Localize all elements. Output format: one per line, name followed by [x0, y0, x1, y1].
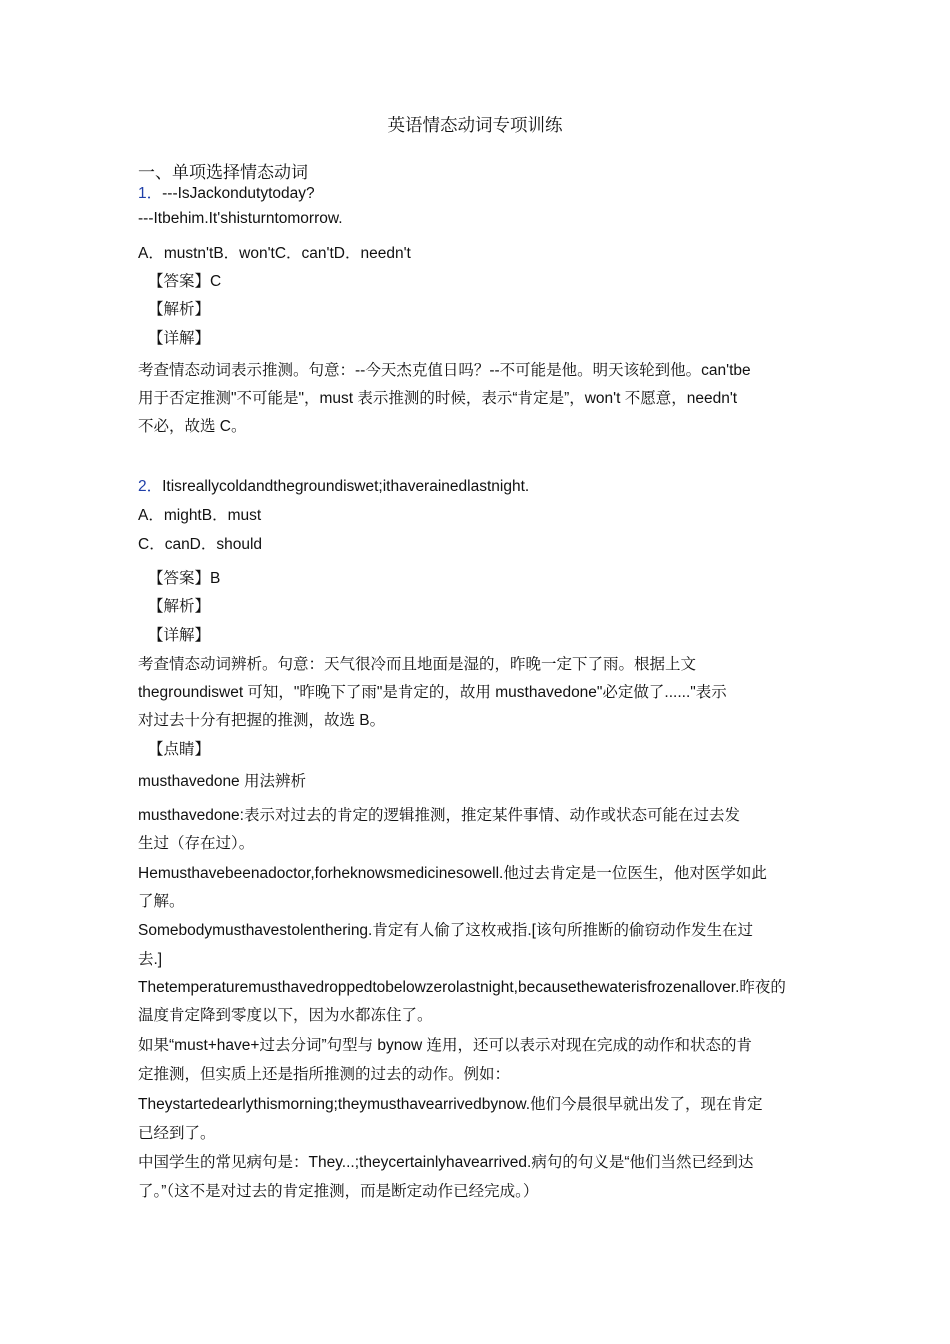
note-line: 如果“must+have+过去分词”句型与 bynow 连用，还可以表示对现在完成的动作和状态的肯: [138, 1037, 753, 1054]
explanation-line: 用于否定推测"不可能是"，must 表示推测的时候，表示“肯定是”，won't 不愿意，needn't: [138, 390, 738, 407]
question-1-options: A．mustn'tB．won'tC．can'tD．needn't: [138, 245, 411, 262]
detail-label: 【详解】: [148, 330, 211, 347]
analysis-label: 【解析】: [148, 301, 211, 318]
question-number: 1．: [138, 185, 163, 202]
answer-label: 【答案】C: [148, 273, 222, 290]
question-number: 2．: [138, 478, 163, 495]
note-line: Somebodymusthavestolenthering.肯定有人偷了这枚戒指.[该句所推断的偷窃动作发生在过: [138, 922, 753, 939]
question-text: Itisreallycoldandthegroundiswet;ithaverainedlastnight.: [162, 478, 530, 495]
note-line: Thetemperaturemusthavedroppedtobelowzerolastnight,becausethewaterisfrozenallover.昨夜的: [138, 979, 786, 996]
note-line: musthavedone 用法辨析: [138, 773, 306, 790]
note-line: Theystartedearlythismorning;theymusthavearrivedbynow.他们今晨很早就出发了，现在肯定: [138, 1096, 763, 1113]
question-text: ---IsJackondutytoday?: [162, 185, 315, 202]
note-line: musthavedone:表示对过去的肯定的逻辑推测，推定某件事情、动作或状态可能在过去发: [138, 807, 740, 824]
note-line: 生过（存在过）。: [138, 835, 255, 852]
note-line: 已经到了。: [138, 1125, 216, 1142]
section-heading: 一、单项选择情态动词: [138, 163, 308, 183]
question-1-line2: ---Itbehim.It'shisturntomorrow.: [138, 210, 343, 227]
note-line: 定推测，但实质上还是指所推测的过去的动作。例如：: [138, 1066, 511, 1083]
point-label: 【点睛】: [148, 741, 211, 758]
answer-label: 【答案】B: [148, 570, 221, 587]
explanation-line: 考查情态动词表示推测。句意：--今天杰克值日吗？--不可能是他。明天该轮到他。can'tbe: [138, 362, 751, 379]
note-line: 温度肯定降到零度以下，因为水都冻住了。: [138, 1007, 433, 1024]
explanation-line: 对过去十分有把握的推测，故选 B。: [138, 712, 386, 729]
question-2-stem: [138, 477, 818, 497]
detail-label: 【详解】: [148, 627, 211, 644]
question-2-options: A．mightB．must: [138, 507, 262, 524]
question-1-stem: [138, 184, 818, 204]
note-line: 去.]: [138, 951, 163, 968]
note-line: 了。”（这不是对过去的肯定推测，而是断定动作已经完成。）: [138, 1183, 539, 1200]
note-line: Hemusthavebeenadoctor,forheknowsmedicinesowell.他过去肯定是一位医生，他对医学如此: [138, 865, 767, 882]
explanation-line: thegroundiswet 可知，"昨晚下了雨"是肯定的，故用 musthavedone"必定做了......"表示: [138, 684, 727, 701]
note-line: 了解。: [138, 893, 185, 910]
explanation-line: 不必，故选 C。: [138, 418, 247, 435]
document-title: 英语情态动词专项训练: [387, 116, 563, 136]
explanation-line: 考查情态动词辨析。句意：天气很冷而且地面是湿的，昨晚一定下了雨。根据上文: [138, 656, 697, 673]
note-line: 中国学生的常见病句是：They...;theycertainlyhavearrived.病句的句义是“他们当然已经到达: [138, 1154, 754, 1171]
analysis-label: 【解析】: [148, 598, 211, 615]
question-2-options: C．canD．should: [138, 536, 263, 553]
